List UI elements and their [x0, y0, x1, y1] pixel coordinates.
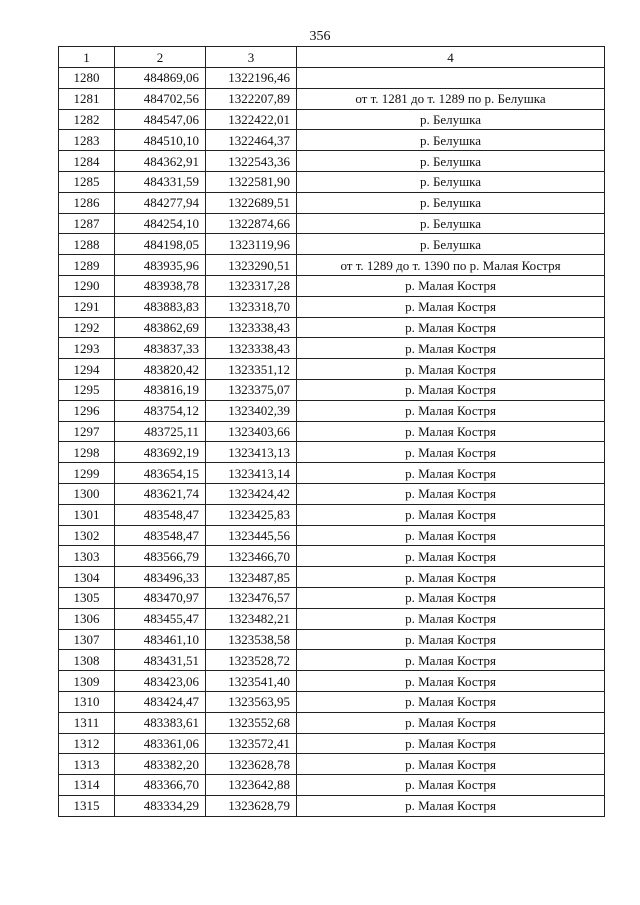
- description-cell: р. Малая Костря: [297, 691, 605, 712]
- table-row: [59, 546, 605, 567]
- x-coordinate-cell: 483361,06: [115, 733, 206, 754]
- point-number-cell: 1314: [59, 775, 115, 796]
- x-coordinate-cell: 483862,69: [115, 317, 206, 338]
- y-coordinate-cell: 1322422,01: [206, 109, 297, 130]
- x-coordinate-cell: 483548,47: [115, 525, 206, 546]
- x-coordinate-cell: 483692,19: [115, 442, 206, 463]
- y-coordinate-cell: 1323563,95: [206, 691, 297, 712]
- y-coordinate-cell: 1322207,89: [206, 88, 297, 109]
- point-number-cell: 1302: [59, 525, 115, 546]
- x-coordinate-cell: 483461,10: [115, 629, 206, 650]
- x-coordinate-cell: 484362,91: [115, 151, 206, 172]
- x-coordinate-cell: 483548,47: [115, 504, 206, 525]
- description-cell: р. Малая Костря: [297, 296, 605, 317]
- y-coordinate-cell: 1323403,66: [206, 421, 297, 442]
- description-cell: р. Малая Костря: [297, 275, 605, 296]
- description-cell: р. Малая Костря: [297, 671, 605, 692]
- table-row: [59, 733, 605, 754]
- point-number-cell: 1286: [59, 192, 115, 213]
- y-coordinate-cell: 1322874,66: [206, 213, 297, 234]
- point-number-cell: 1287: [59, 213, 115, 234]
- y-coordinate-cell: 1322543,36: [206, 151, 297, 172]
- description-cell: р. Малая Костря: [297, 483, 605, 504]
- description-cell: р. Малая Костря: [297, 546, 605, 567]
- point-number-cell: 1315: [59, 795, 115, 816]
- table-row: [59, 795, 605, 816]
- description-cell: от т. 1289 до т. 1390 по р. Малая Костря: [297, 255, 605, 276]
- table-row: [59, 359, 605, 380]
- description-cell: р. Белушка: [297, 171, 605, 192]
- y-coordinate-cell: 1323402,39: [206, 400, 297, 421]
- column-header: 1: [59, 47, 115, 68]
- point-number-cell: 1296: [59, 400, 115, 421]
- y-coordinate-cell: 1323552,68: [206, 712, 297, 733]
- y-coordinate-cell: 1323476,57: [206, 587, 297, 608]
- point-number-cell: 1311: [59, 712, 115, 733]
- y-coordinate-cell: 1323466,70: [206, 546, 297, 567]
- point-number-cell: 1293: [59, 338, 115, 359]
- y-coordinate-cell: 1323413,14: [206, 463, 297, 484]
- point-number-cell: 1283: [59, 130, 115, 151]
- x-coordinate-cell: 483423,06: [115, 671, 206, 692]
- x-coordinate-cell: 483621,74: [115, 483, 206, 504]
- table-row: [59, 192, 605, 213]
- description-cell: р. Малая Костря: [297, 400, 605, 421]
- x-coordinate-cell: 484277,94: [115, 192, 206, 213]
- x-coordinate-cell: 483820,42: [115, 359, 206, 380]
- table-row: [59, 442, 605, 463]
- description-cell: р. Малая Костря: [297, 587, 605, 608]
- point-number-cell: 1305: [59, 587, 115, 608]
- x-coordinate-cell: 484547,06: [115, 109, 206, 130]
- y-coordinate-cell: 1322581,90: [206, 171, 297, 192]
- x-coordinate-cell: 483496,33: [115, 567, 206, 588]
- x-coordinate-cell: 483935,96: [115, 255, 206, 276]
- y-coordinate-cell: 1323528,72: [206, 650, 297, 671]
- description-cell: р. Малая Костря: [297, 754, 605, 775]
- table-row: [59, 775, 605, 796]
- y-coordinate-cell: 1323338,43: [206, 317, 297, 338]
- description-cell: р. Малая Костря: [297, 338, 605, 359]
- y-coordinate-cell: 1323642,88: [206, 775, 297, 796]
- y-coordinate-cell: 1323375,07: [206, 379, 297, 400]
- description-cell: р. Белушка: [297, 109, 605, 130]
- table-row: [59, 463, 605, 484]
- x-coordinate-cell: 484510,10: [115, 130, 206, 151]
- y-coordinate-cell: 1323487,85: [206, 567, 297, 588]
- table-row: [59, 650, 605, 671]
- y-coordinate-cell: 1323290,51: [206, 255, 297, 276]
- description-cell: р. Белушка: [297, 151, 605, 172]
- table-header-row: [59, 47, 605, 68]
- x-coordinate-cell: 484198,05: [115, 234, 206, 255]
- description-cell: р. Белушка: [297, 213, 605, 234]
- y-coordinate-cell: 1322464,37: [206, 130, 297, 151]
- table-row: [59, 234, 605, 255]
- y-coordinate-cell: 1323482,21: [206, 608, 297, 629]
- table-row: [59, 255, 605, 276]
- y-coordinate-cell: 1323628,79: [206, 795, 297, 816]
- description-cell: р. Малая Костря: [297, 629, 605, 650]
- point-number-cell: 1303: [59, 546, 115, 567]
- point-number-cell: 1282: [59, 109, 115, 130]
- description-cell: р. Малая Костря: [297, 359, 605, 380]
- point-number-cell: 1308: [59, 650, 115, 671]
- x-coordinate-cell: 483816,19: [115, 379, 206, 400]
- y-coordinate-cell: 1323338,43: [206, 338, 297, 359]
- table-row: [59, 130, 605, 151]
- y-coordinate-cell: 1323541,40: [206, 671, 297, 692]
- y-coordinate-cell: 1323572,41: [206, 733, 297, 754]
- table-row: [59, 671, 605, 692]
- y-coordinate-cell: 1323628,78: [206, 754, 297, 775]
- table-row: [59, 68, 605, 89]
- description-cell: р. Белушка: [297, 192, 605, 213]
- point-number-cell: 1310: [59, 691, 115, 712]
- description-cell: р. Белушка: [297, 130, 605, 151]
- y-coordinate-cell: 1323424,42: [206, 483, 297, 504]
- x-coordinate-cell: 483566,79: [115, 546, 206, 567]
- point-number-cell: 1312: [59, 733, 115, 754]
- x-coordinate-cell: 483725,11: [115, 421, 206, 442]
- description-cell: р. Малая Костря: [297, 317, 605, 338]
- description-cell: р. Малая Костря: [297, 442, 605, 463]
- point-number-cell: 1298: [59, 442, 115, 463]
- x-coordinate-cell: 483334,29: [115, 795, 206, 816]
- point-number-cell: 1280: [59, 68, 115, 89]
- description-cell: р. Малая Костря: [297, 463, 605, 484]
- point-number-cell: 1313: [59, 754, 115, 775]
- table-row: [59, 317, 605, 338]
- point-number-cell: 1301: [59, 504, 115, 525]
- table-row: [59, 400, 605, 421]
- y-coordinate-cell: 1323318,70: [206, 296, 297, 317]
- description-cell: от т. 1281 до т. 1289 по р. Белушка: [297, 88, 605, 109]
- x-coordinate-cell: 484869,06: [115, 68, 206, 89]
- point-number-cell: 1285: [59, 171, 115, 192]
- y-coordinate-cell: 1323413,13: [206, 442, 297, 463]
- point-number-cell: 1299: [59, 463, 115, 484]
- x-coordinate-cell: 483883,83: [115, 296, 206, 317]
- description-cell: р. Малая Костря: [297, 733, 605, 754]
- x-coordinate-cell: 483470,97: [115, 587, 206, 608]
- y-coordinate-cell: 1323538,58: [206, 629, 297, 650]
- point-number-cell: 1295: [59, 379, 115, 400]
- point-number-cell: 1290: [59, 275, 115, 296]
- description-cell: р. Малая Костря: [297, 775, 605, 796]
- description-cell: р. Малая Костря: [297, 567, 605, 588]
- table-row: [59, 171, 605, 192]
- table-row: [59, 567, 605, 588]
- column-header: 2: [115, 47, 206, 68]
- point-number-cell: 1281: [59, 88, 115, 109]
- table-row: [59, 213, 605, 234]
- description-cell: р. Малая Костря: [297, 421, 605, 442]
- point-number-cell: 1297: [59, 421, 115, 442]
- description-cell: р. Малая Костря: [297, 712, 605, 733]
- point-number-cell: 1307: [59, 629, 115, 650]
- table-row: [59, 629, 605, 650]
- table-row: [59, 691, 605, 712]
- table-row: [59, 608, 605, 629]
- description-cell: р. Малая Костря: [297, 379, 605, 400]
- point-number-cell: 1289: [59, 255, 115, 276]
- description-cell: [297, 68, 605, 89]
- table-row: [59, 525, 605, 546]
- table-row: [59, 151, 605, 172]
- description-cell: р. Малая Костря: [297, 504, 605, 525]
- point-number-cell: 1288: [59, 234, 115, 255]
- table-row: [59, 379, 605, 400]
- y-coordinate-cell: 1323445,56: [206, 525, 297, 546]
- x-coordinate-cell: 483938,78: [115, 275, 206, 296]
- point-number-cell: 1304: [59, 567, 115, 588]
- x-coordinate-cell: 483424,47: [115, 691, 206, 712]
- description-cell: р. Малая Костря: [297, 608, 605, 629]
- table-row: [59, 338, 605, 359]
- x-coordinate-cell: 484702,56: [115, 88, 206, 109]
- x-coordinate-cell: 484254,10: [115, 213, 206, 234]
- table-row: [59, 754, 605, 775]
- table-row: [59, 483, 605, 504]
- x-coordinate-cell: 483366,70: [115, 775, 206, 796]
- column-header: 4: [297, 47, 605, 68]
- table-row: [59, 88, 605, 109]
- column-header: 3: [206, 47, 297, 68]
- description-cell: р. Малая Костря: [297, 650, 605, 671]
- x-coordinate-cell: 483654,15: [115, 463, 206, 484]
- table-row: [59, 109, 605, 130]
- x-coordinate-cell: 484331,59: [115, 171, 206, 192]
- point-number-cell: 1294: [59, 359, 115, 380]
- page-number: 356: [309, 29, 331, 44]
- table-row: [59, 421, 605, 442]
- x-coordinate-cell: 483455,47: [115, 608, 206, 629]
- table-row: [59, 587, 605, 608]
- coordinates-table: [58, 46, 605, 817]
- point-number-cell: 1291: [59, 296, 115, 317]
- point-number-cell: 1284: [59, 151, 115, 172]
- x-coordinate-cell: 483383,61: [115, 712, 206, 733]
- y-coordinate-cell: 1323351,12: [206, 359, 297, 380]
- y-coordinate-cell: 1322196,46: [206, 68, 297, 89]
- description-cell: р. Малая Костря: [297, 525, 605, 546]
- table-row: [59, 712, 605, 733]
- point-number-cell: 1292: [59, 317, 115, 338]
- table-row: [59, 504, 605, 525]
- y-coordinate-cell: 1322689,51: [206, 192, 297, 213]
- table-row: [59, 296, 605, 317]
- point-number-cell: 1306: [59, 608, 115, 629]
- table-row: [59, 275, 605, 296]
- x-coordinate-cell: 483837,33: [115, 338, 206, 359]
- x-coordinate-cell: 483754,12: [115, 400, 206, 421]
- x-coordinate-cell: 483431,51: [115, 650, 206, 671]
- point-number-cell: 1300: [59, 483, 115, 504]
- y-coordinate-cell: 1323119,96: [206, 234, 297, 255]
- x-coordinate-cell: 483382,20: [115, 754, 206, 775]
- description-cell: р. Белушка: [297, 234, 605, 255]
- table-body: [59, 68, 605, 817]
- description-cell: р. Малая Костря: [297, 795, 605, 816]
- y-coordinate-cell: 1323425,83: [206, 504, 297, 525]
- point-number-cell: 1309: [59, 671, 115, 692]
- y-coordinate-cell: 1323317,28: [206, 275, 297, 296]
